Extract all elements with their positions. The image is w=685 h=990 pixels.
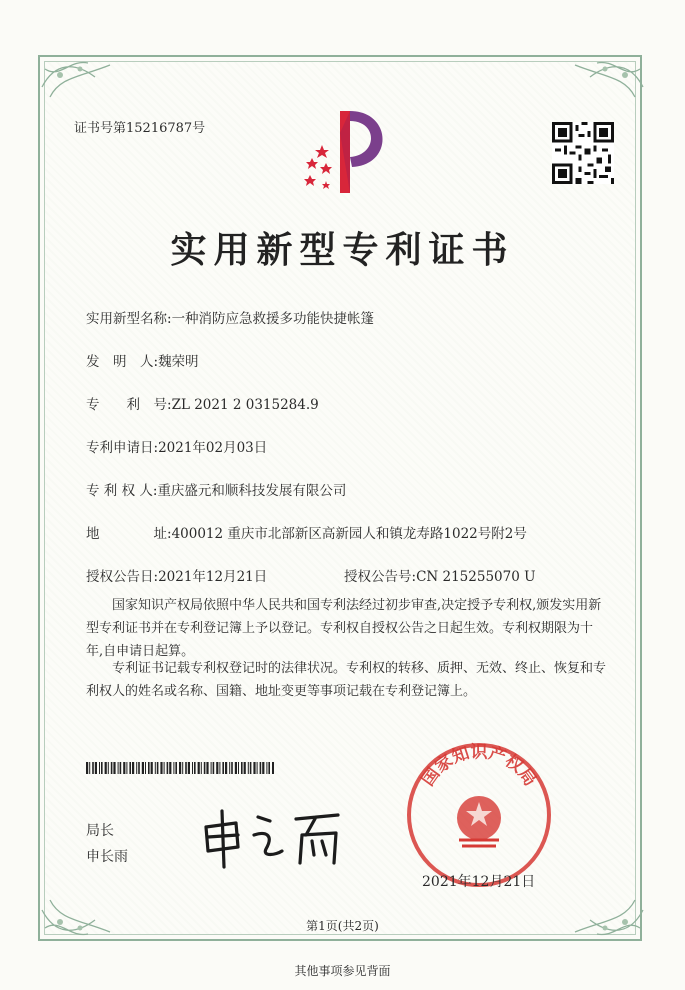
barcode-icon	[86, 762, 274, 774]
field-label: 实用新型名称:	[86, 311, 172, 327]
statement-paragraph-1: 国家知识产权局依照中华人民共和国专利法经过初步审查,决定授予专利权,颁发实用新型专利证书并在专利登记簿上予以登记。专利权自授权公告之日起生效。专利权期限为十年,自申请日起算。	[86, 598, 602, 659]
field-patentee	[86, 479, 346, 499]
seal-text: 国家知识产权局	[418, 742, 540, 790]
certificate-title: 实用新型专利证书	[170, 230, 515, 271]
field-grant-number	[344, 565, 535, 585]
svg-text:国家知识产权局	[418, 742, 540, 789]
field-label: 授权公告号:	[344, 569, 417, 585]
patent-office-logo-icon	[292, 103, 396, 199]
field-label: 专 利 号:	[86, 397, 172, 413]
page-number: 第1页(共2页)	[306, 919, 379, 933]
official-seal-image	[404, 740, 554, 890]
field-application-date	[86, 436, 267, 456]
field-label: 专 利 权 人:	[86, 483, 158, 499]
field-label: 专利申请日:	[86, 440, 159, 456]
field-value: 一种消防应急救援多功能快捷帐篷	[171, 311, 375, 327]
field-value: 2021年02月03日	[158, 440, 268, 456]
seal-date: 2021年12月21日	[422, 874, 536, 890]
field-value: 重庆盛元和顺科技发展有限公司	[157, 483, 347, 499]
field-value: 2021年12月21日	[158, 569, 268, 585]
field-label: 地 址:	[86, 526, 172, 542]
field-value: 魏荣明	[158, 354, 199, 370]
field-utility-model-name	[86, 307, 374, 327]
field-address	[86, 522, 527, 542]
field-grant-date	[86, 565, 267, 585]
field-inventor	[86, 350, 199, 370]
statement-paragraph-2: 专利证书记载专利权登记时的法律状况。专利权的转移、质押、无效、终止、恢复和专利权人的姓名或名称、国籍、地址变更等事项记载在专利登记簿上。	[86, 661, 607, 699]
qr-code-icon	[552, 122, 614, 184]
certificate-number: 证书号第15216787号	[74, 121, 206, 136]
corner-ornament-top-left	[40, 57, 120, 117]
field-patent-number	[86, 393, 319, 413]
corner-ornament-top-right	[565, 57, 645, 117]
field-value: ZL 2021 2 0315284.9	[171, 397, 319, 413]
field-label: 发 明 人:	[86, 354, 159, 370]
signature-image	[196, 805, 346, 870]
field-value: CN 215255070 U	[416, 569, 536, 585]
signatory-role: 局长	[86, 823, 114, 839]
signatory-name: 申长雨	[86, 849, 128, 865]
footer-note: 其他事项参见背面	[294, 964, 391, 978]
field-value: 400012 重庆市北部新区高新园人和镇龙寿路1022号附2号	[171, 526, 527, 542]
field-label: 授权公告日:	[86, 569, 159, 585]
